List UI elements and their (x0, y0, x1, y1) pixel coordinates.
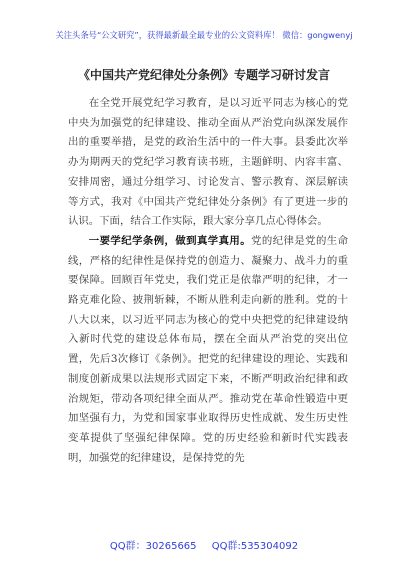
page-title: 《中国共产党纪律处分条例》专题学习研讨发言 (77, 68, 330, 82)
top-banner-link[interactable]: 关注头条号“公文研究”，获得最新最全最专业的公文资料库！ 微信：gongwenyj (55, 30, 353, 40)
paragraph-section-one (68, 232, 348, 468)
document-body (68, 94, 348, 468)
paragraph-intro: 在全党开展党纪学习教育，是以习近平同志为核心的党中央为加强党的纪律建设、推动全面从严治党向纵深发展作出的重要举措，是党的政治生活中的一件大事。县委此次举办为期两天的党纪学习教育读书班，主题鲜明、内容丰富、安排周密，通过分组学习、讨论发言、警示教育、深层解读等方式，我对《中国共产党纪律处分条例》有了更进一步的认识。下面，结合工作实际，跟大家分享几点心得体会。 (68, 97, 348, 228)
qq-group-2[interactable]: QQ群:535304092 (211, 541, 299, 552)
qq-group-1[interactable]: QQ群：30265665 (109, 541, 197, 552)
footer-contact (0, 537, 408, 552)
section-text: 党的纪律是党的生命线，严格的纪律性是保持党的创造力、凝聚力、战斗力的重要保障。回顾百年党史，我们党正是依靠严明的纪律，才一路克难化险、披荆斩棘，不断从胜利走向新的胜利。党的十八大以来，以习近平同志为核心的党中央把党的纪律建设纳入新时代党的建设总体布局，摆在全面从严治党的突出位置，先后3次修订《条例》。把党的纪律建设的理论、实践和制度创新成果以法规形式固定下来，不断严明政治纪律和政治规矩，带动各项纪律全面从严。推动党在革命性锻造中更加坚强有力，为党和国家事业取得历史性成就、发生历史性变革提供了坚强纪律保障。党的历史经验和新时代实践表明，加强党的纪律建设，是保持党的先 (68, 234, 349, 464)
section-heading: 一要学纪学条例，做到真学真用。 (88, 234, 252, 247)
